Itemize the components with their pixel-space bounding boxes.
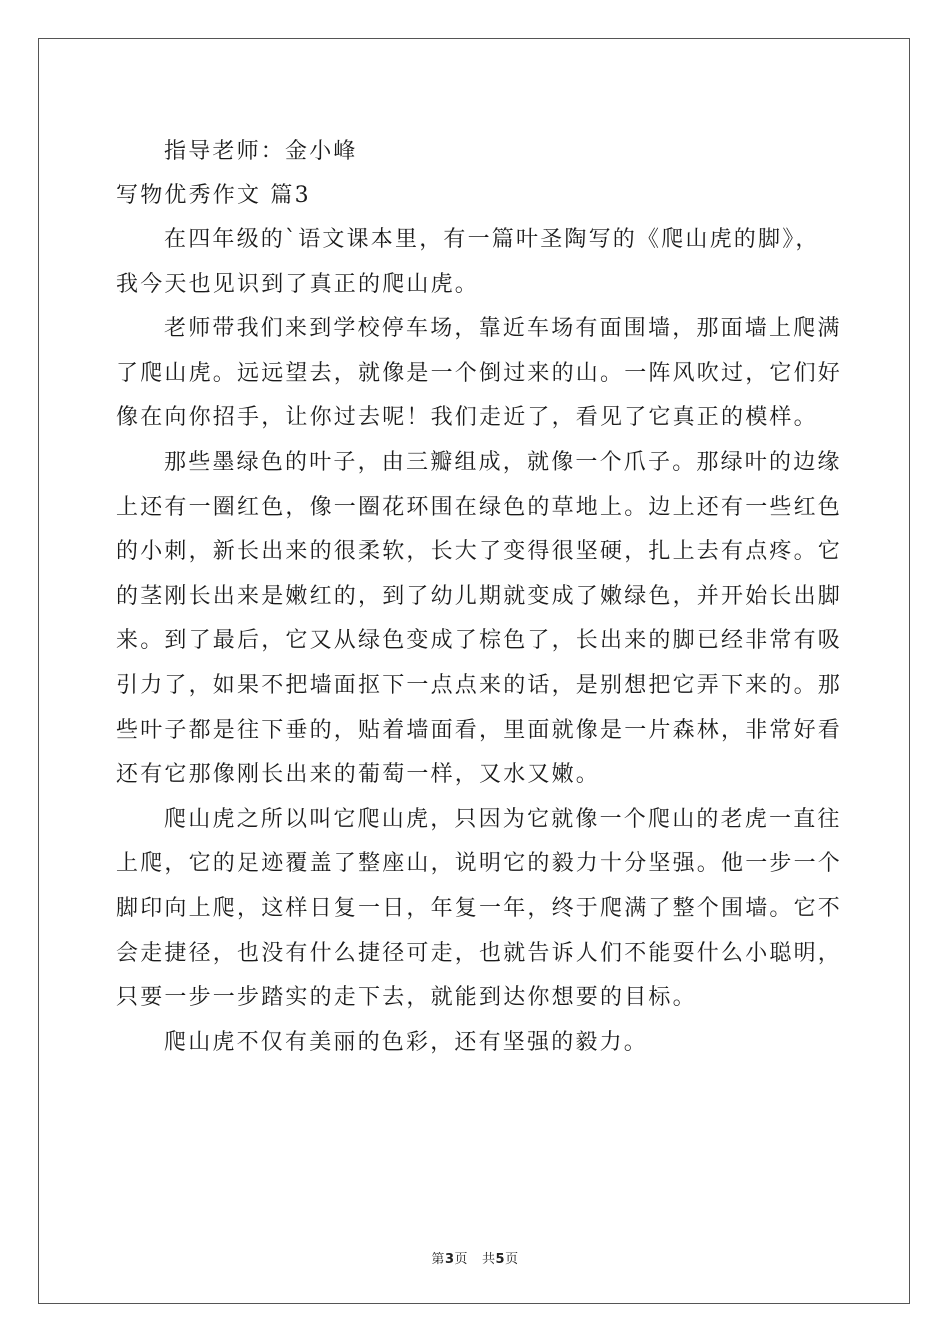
paragraph-line: 上还有一圈红色，像一圈花环围在绿色的草地上。边上还有一些红色 xyxy=(116,494,843,520)
paragraph-line: 些叶子都是往下垂的，贴着墙面看，里面就像是一片森林，非常好看 xyxy=(116,717,843,743)
page-prefix: 第 xyxy=(431,1252,445,1267)
paragraph-line: 只要一步一步踏实的走下去，就能到达你想要的目标。 xyxy=(116,985,697,1011)
paragraph-line: 会走捷径，也没有什么捷径可走，也就告诉人们不能耍什么小聪明， xyxy=(116,940,843,966)
paragraph xyxy=(116,307,843,441)
total-suffix: 页 xyxy=(505,1252,519,1267)
paragraph-line: 来。到了最后，它又从绿色变成了棕色了，长出来的脚已经非常有吸 xyxy=(116,628,843,654)
advisor-line: 指导老师：金小峰 xyxy=(164,139,358,164)
paragraph-line: 爬山虎不仅有美丽的色彩，还有坚强的毅力。 xyxy=(164,1029,649,1055)
paragraph-line: 了爬山虎。远远望去，就像是一个倒过来的山。一阵风吹过，它们好 xyxy=(116,360,843,386)
paragraph-line: 爬山虎之所以叫它爬山虎，只因为它就像一个爬山的老虎一直往 xyxy=(164,806,842,832)
paragraph-line: 上爬，它的足迹覆盖了整座山，说明它的毅力十分坚强。他一步一个 xyxy=(116,851,843,877)
paragraph xyxy=(116,1021,836,1066)
page-footer xyxy=(0,1248,950,1267)
paragraph-line: 脚印向上爬，这样日复一日，年复一年，终于爬满了整个围墙。它不 xyxy=(116,895,843,921)
paragraph xyxy=(116,441,843,798)
total-prefix: 共 xyxy=(482,1252,496,1267)
paragraph xyxy=(116,218,836,307)
paragraph-line: 的小刺，新长出来的很柔软，长大了变得很坚硬，扎上去有点疼。它 xyxy=(116,539,843,565)
paragraph-line: 的茎刚长出来是嫩红的，到了幼儿期就变成了嫩绿色，并开始长出脚 xyxy=(116,583,843,609)
total-page-number: 5 xyxy=(495,1252,506,1267)
paragraph-line: 老师带我们来到学校停车场，靠近车场有面围墙，那面墙上爬满 xyxy=(164,316,842,342)
current-page-number: 3 xyxy=(444,1252,455,1267)
paragraph-line: 那些墨绿色的叶子，由三瓣组成，就像一个爪子。那绿叶的边缘 xyxy=(164,449,842,475)
paragraph-line: 还有它那像刚长出来的葡萄一样，又水又嫩。 xyxy=(116,762,601,788)
paragraph xyxy=(116,798,843,1021)
paragraph-line: 我今天也见识到了真正的爬山虎。 xyxy=(116,271,480,297)
paragraph-line: 像在向你招手，让你过去呢！我们走近了，看见了它真正的模样。 xyxy=(116,405,818,431)
paragraph-line: 引力了，如果不把墙面抠下一点点来的话，是别想把它弄下来的。那 xyxy=(116,672,843,698)
page-suffix: 页 xyxy=(454,1252,468,1267)
essay-title: 写物优秀作文 篇3 xyxy=(116,183,311,208)
document-body xyxy=(116,130,843,1065)
paragraph-line: 在四年级的`语文课本里，有一篇叶圣陶写的《爬山虎的脚》， xyxy=(164,227,820,252)
